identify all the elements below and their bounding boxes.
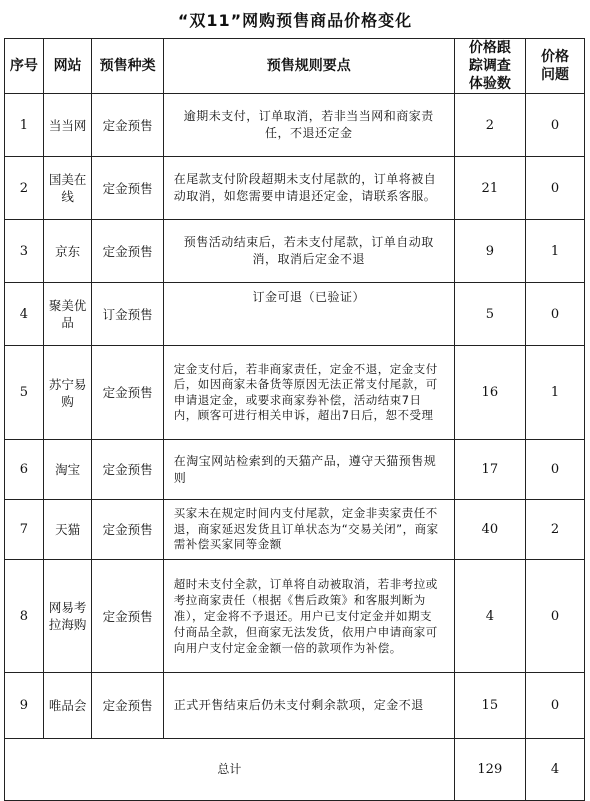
header-no: 序号 <box>5 39 44 94</box>
table-row <box>5 220 585 283</box>
cell-issues: 0 <box>525 94 584 157</box>
table-row <box>5 94 585 157</box>
cell-no: 9 <box>5 673 44 739</box>
cell-count: 16 <box>454 346 525 440</box>
cell-issues: 0 <box>525 283 584 346</box>
cell-issues: 0 <box>525 440 584 500</box>
cell-no: 2 <box>5 157 44 220</box>
header-row <box>5 39 585 94</box>
cell-type: 定金预售 <box>92 157 163 220</box>
cell-site: 国美在线 <box>43 157 92 220</box>
cell-type: 定金预售 <box>92 440 163 500</box>
table-title: “双11”网购预售商品价格变化 <box>177 10 413 30</box>
cell-count: 40 <box>454 500 525 560</box>
cell-count: 15 <box>454 673 525 739</box>
cell-site: 唯品会 <box>43 673 92 739</box>
cell-rule: 逾期未支付，订单取消，若非当当网和商家责任，不退还定金 <box>163 94 454 157</box>
cell-type: 定金预售 <box>92 673 163 739</box>
cell-no: 1 <box>5 94 44 157</box>
cell-count: 2 <box>454 94 525 157</box>
cell-rule: 买家未在规定时间内支付尾款，定金非卖家责任不退，商家延迟发货且订单状态为“交易关闭”，商家需补偿买家同等金额 <box>163 500 454 560</box>
header-site: 网站 <box>43 39 92 94</box>
table-row <box>5 560 585 673</box>
cell-no: 6 <box>5 440 44 500</box>
cell-site: 京东 <box>43 220 92 283</box>
cell-no: 8 <box>5 560 44 673</box>
cell-rule: 在尾款支付阶段超期未支付尾款的，订单将被自动取消，如您需要申请退还定金，请联系客服。 <box>163 157 454 220</box>
table-row <box>5 440 585 500</box>
cell-type: 定金预售 <box>92 220 163 283</box>
cell-site: 淘宝 <box>43 440 92 500</box>
header-type: 预售种类 <box>92 39 163 94</box>
header-rule: 预售规则要点 <box>163 39 454 94</box>
cell-rule: 订金可退（已验证） <box>163 283 454 346</box>
cell-count: 17 <box>454 440 525 500</box>
table-row <box>5 157 585 220</box>
cell-rule: 在淘宝网站检索到的天猫产品，遵守天猫预售规则 <box>163 440 454 500</box>
cell-count: 4 <box>454 560 525 673</box>
cell-site: 网易考拉海购 <box>43 560 92 673</box>
total-count: 129 <box>454 739 525 801</box>
cell-issues: 0 <box>525 560 584 673</box>
presale-table <box>4 38 585 801</box>
cell-site: 当当网 <box>43 94 92 157</box>
cell-no: 3 <box>5 220 44 283</box>
cell-issues: 2 <box>525 500 584 560</box>
table-row <box>5 283 585 346</box>
cell-issues: 1 <box>525 346 584 440</box>
cell-no: 5 <box>5 346 44 440</box>
cell-issues: 0 <box>525 673 584 739</box>
table-row <box>5 346 585 440</box>
cell-count: 5 <box>454 283 525 346</box>
cell-type: 定金预售 <box>92 500 163 560</box>
cell-type: 订金预售 <box>92 283 163 346</box>
table-row <box>5 673 585 739</box>
cell-type: 定金预售 <box>92 94 163 157</box>
cell-no: 4 <box>5 283 44 346</box>
total-issues: 4 <box>525 739 584 801</box>
cell-rule: 定金支付后，若非商家责任，定金不退，定金支付后，如因商家未备货等原因无法正常支付尾款，可申请退定金，或要求商家券补偿，活动结束7日内，顾客可进行相关申诉，超出7日后，恕不受理 <box>163 346 454 440</box>
cell-site: 天猫 <box>43 500 92 560</box>
header-issues: 价格问题 <box>525 39 584 94</box>
cell-type: 定金预售 <box>92 560 163 673</box>
header-count: 价格跟踪调查体验数 <box>454 39 525 94</box>
cell-rule: 预售活动结束后，若未支付尾款，订单自动取消，取消后定金不退 <box>163 220 454 283</box>
table-row <box>5 500 585 560</box>
cell-issues: 0 <box>525 157 584 220</box>
cell-issues: 1 <box>525 220 584 283</box>
cell-type: 定金预售 <box>92 346 163 440</box>
cell-site: 苏宁易购 <box>43 346 92 440</box>
cell-count: 21 <box>454 157 525 220</box>
total-label: 总计 <box>5 739 455 801</box>
total-row <box>5 739 585 801</box>
cell-no: 7 <box>5 500 44 560</box>
cell-rule: 超时未支付全款，订单将自动被取消，若非考拉或考拉商家责任（根据《售后政策》和客服判断为准），定金将不予退还。用户已支付定金并如期支付商品全款，但商家无法发货，依用户申请商家可向用户支付定金金额一倍的款项作为补偿。 <box>163 560 454 673</box>
cell-site: 聚美优品 <box>43 283 92 346</box>
cell-rule: 正式开售结束后仍未支付剩余款项，定金不退 <box>163 673 454 739</box>
cell-count: 9 <box>454 220 525 283</box>
